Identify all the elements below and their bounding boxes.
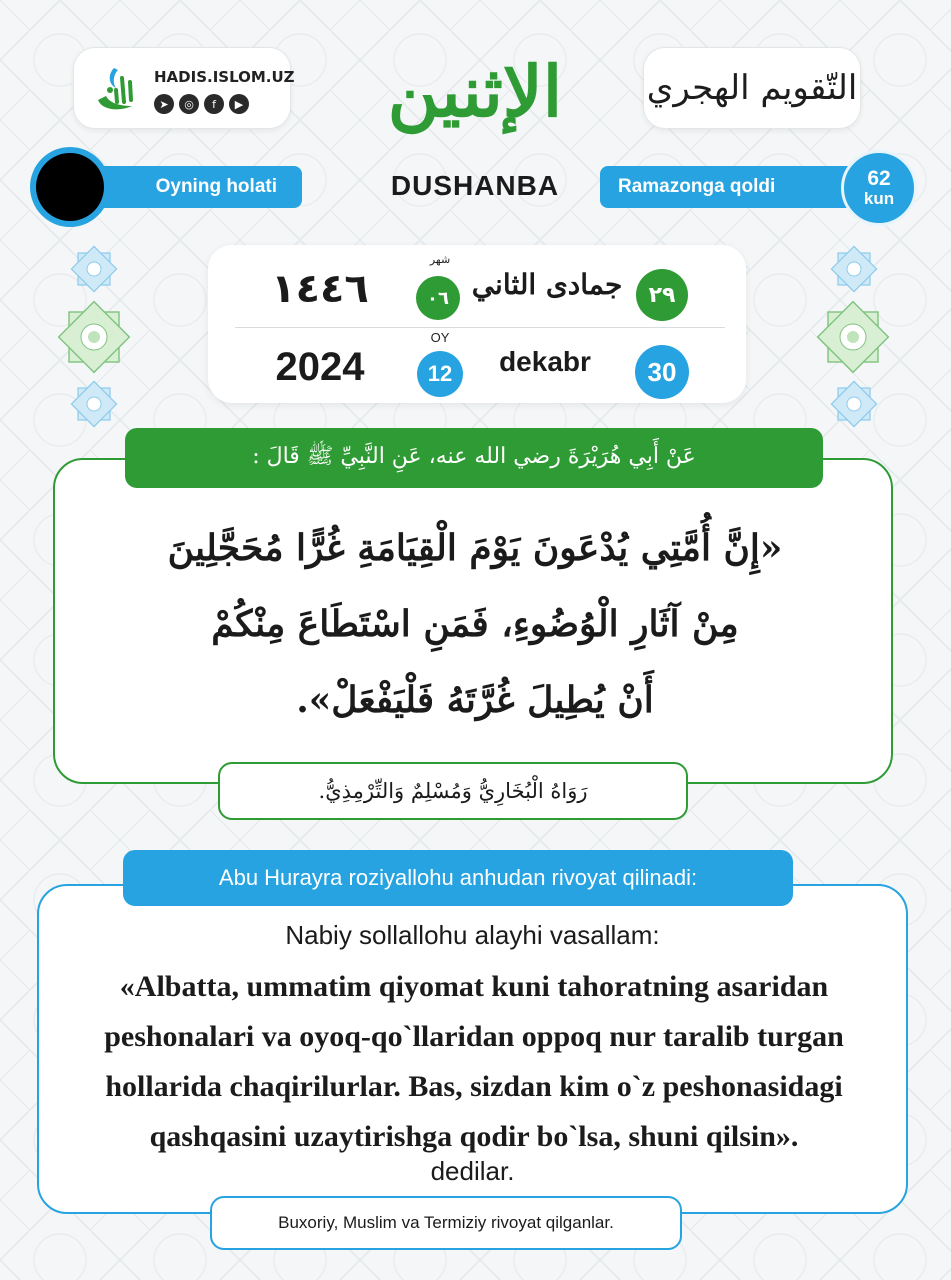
arabic-hadith-source: رَوَاهُ الْبُخَارِيُّ وَمُسْلِمٌ وَالتِّرْمِذِيُّ. <box>218 762 688 820</box>
facebook-icon[interactable]: f <box>204 94 224 114</box>
ornament-star-icon <box>828 378 880 430</box>
date-divider <box>235 327 725 328</box>
hijri-calendar-title: التّقويم الهجري <box>646 68 858 108</box>
arabic-hadith-line: أَنْ يُطِيلَ غُرَّتَهُ فَلْيَفْعَلْ». <box>296 679 654 721</box>
hijri-calendar-card <box>643 47 861 129</box>
brand-site-name[interactable]: HADIS.ISLOM.UZ <box>154 68 295 86</box>
uzbek-translation-ending: dedilar. <box>430 1156 515 1186</box>
gregorian-month-label: OY <box>430 330 450 345</box>
moon-phase-icon <box>36 153 104 221</box>
telegram-icon[interactable]: ➤ <box>154 94 174 114</box>
hijri-month-name: جمادى الثاني <box>471 268 623 301</box>
instagram-icon[interactable]: ◎ <box>179 94 199 114</box>
ornament-star-icon <box>53 296 135 378</box>
youtube-icon[interactable]: ▶ <box>229 94 249 114</box>
hijri-day: ٢٩ <box>636 269 688 321</box>
uzbek-translation-quote: «Albatta, ummatim qiyomat kuni tahoratning asaridan peshonalari va oyoq-qo`llaridan oppoq nur taralib turgan hollarida chaqirilurlar. Bas, sizdan kim o`z peshonasidagi qashqasini uzaytirishga qodir bo`lsa, shuni qilsin». <box>104 970 844 1153</box>
brand-logo-icon <box>88 60 146 118</box>
social-links <box>154 94 249 114</box>
ramadan-countdown-pill <box>600 166 870 208</box>
uzbek-translation-source: Buxoriy, Muslim va Termiziy rivoyat qilganlar. <box>210 1196 682 1250</box>
uzbek-translation-intro: Nabiy sollallohu alayhi vasallam: <box>285 920 660 950</box>
ramadan-countdown-label: Ramazonga qoldi <box>618 176 776 197</box>
ramadan-days-unit: kun <box>863 189 895 209</box>
ramadan-countdown-badge <box>841 150 917 226</box>
ornament-star-icon <box>68 378 120 430</box>
gregorian-day: 30 <box>635 345 689 399</box>
ornament-star-icon <box>68 243 120 295</box>
arabic-hadith-line: «إِنَّ أُمَّتِي يُدْعَونَ يَوْمَ الْقِيَامَةِ غُرًّا مُحَجَّلِينَ <box>167 527 783 569</box>
uzbek-translation-header: Abu Hurayra roziyallohu anhudan rivoyat qilinadi: <box>123 850 793 906</box>
ornament-star-icon <box>828 243 880 295</box>
gregorian-month-number: 12 <box>417 351 463 397</box>
hijri-year: ١٤٤٦ <box>271 266 369 312</box>
hijri-month-number: ٠٦ <box>416 276 460 320</box>
arabic-hadith-header: عَنْ أَبِي هُرَيْرَةَ رضي الله عنه، عَنِ النَّبِيِّ ﷺ قَالَ : <box>125 428 823 488</box>
moon-phase-label: Oyning holati <box>155 176 277 197</box>
day-name-arabic: الإثنين <box>387 50 563 133</box>
gregorian-month-name: dekabr <box>499 346 591 377</box>
day-name-uzbek: DUSHANBA <box>390 170 560 201</box>
gregorian-year: 2024 <box>275 345 365 389</box>
ramadan-days-count: 62 <box>867 167 891 191</box>
arabic-hadith-line: مِنْ آثَارِ الْوُضُوءِ، فَمَنِ اسْتَطَاعَ مِنْكُمْ <box>211 603 739 645</box>
arabic-hadith-text <box>80 510 870 738</box>
brand-card[interactable] <box>73 47 295 129</box>
ornament-star-icon <box>812 296 894 378</box>
hijri-month-label: شهر <box>429 253 451 266</box>
